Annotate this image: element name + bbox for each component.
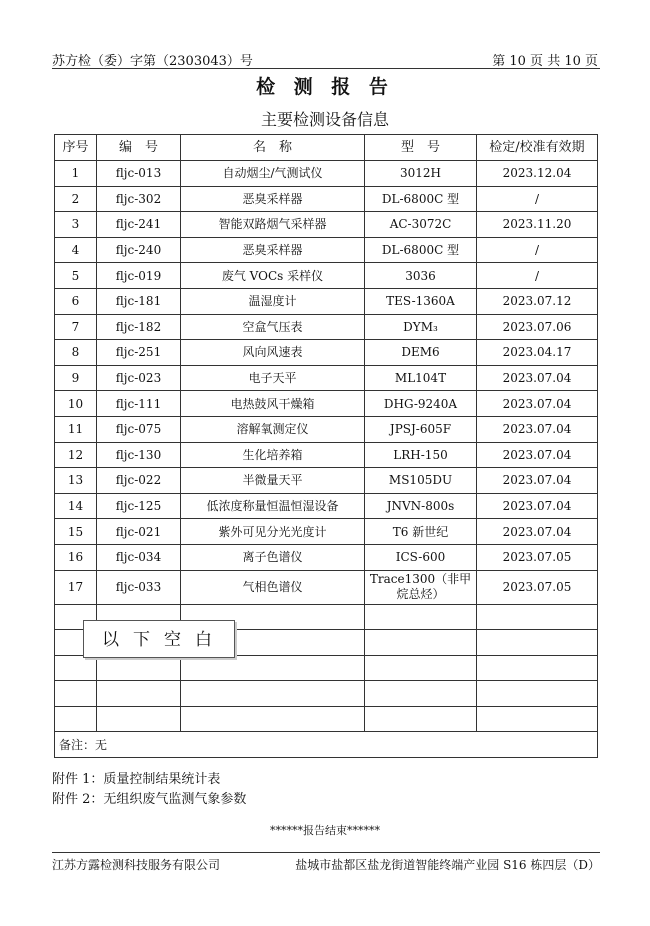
page-indicator: 第 10 页 共 10 页 [492, 54, 598, 69]
cell-validity: 2023.07.04 [477, 519, 598, 545]
cell-index: 2 [55, 186, 97, 212]
cell-name: 生化培养箱 [181, 442, 365, 468]
empty-cell [477, 681, 598, 707]
company-name: 江苏方露检测科技服务有限公司 [52, 858, 221, 872]
cell-name: 自动烟尘/气测试仪 [181, 161, 365, 187]
empty-cell [97, 681, 181, 707]
cell-name: 溶解氧测定仪 [181, 416, 365, 442]
table-row [55, 161, 598, 187]
document-title: 检 测 报 告 [256, 76, 394, 98]
cell-name: 离子色谱仪 [181, 544, 365, 570]
cell-index: 1 [55, 161, 97, 187]
cell-validity: 2023.07.05 [477, 544, 598, 570]
attachment-1: 附件 1：质量控制结果统计表 [52, 772, 221, 787]
cell-validity: 2023.11.20 [477, 212, 598, 238]
cell-model: DL-6800C 型 [365, 186, 477, 212]
empty-row [55, 706, 598, 732]
empty-cell [477, 630, 598, 656]
cell-index: 6 [55, 288, 97, 314]
cell-code: fljc-075 [97, 416, 181, 442]
cell-validity: 2023.07.04 [477, 365, 598, 391]
cell-model: DYM₃ [365, 314, 477, 340]
cell-name: 空盒气压表 [181, 314, 365, 340]
empty-cell [365, 604, 477, 630]
report-end-mark: ******报告结束****** [270, 824, 380, 837]
cell-validity: 2023.12.04 [477, 161, 598, 187]
table-row [55, 544, 598, 570]
cell-validity: 2023.04.17 [477, 340, 598, 366]
table-row [55, 212, 598, 238]
table-row [55, 340, 598, 366]
equipment-table [54, 134, 598, 758]
column-header-model: 型 号 [365, 135, 477, 161]
cell-code: fljc-034 [97, 544, 181, 570]
cell-code: fljc-182 [97, 314, 181, 340]
cell-model: JNVN-800s [365, 493, 477, 519]
cell-model: DHG-9240A [365, 391, 477, 417]
cell-model: MS105DU [365, 468, 477, 494]
report-number: 苏方检（委）字第（2303043）号 [52, 54, 253, 69]
cell-model: DEM6 [365, 340, 477, 366]
cell-code: fljc-181 [97, 288, 181, 314]
cell-validity: / [477, 237, 598, 263]
company-address: 盐城市盐都区盐龙街道智能终端产业园 S16 栋四层（D） [295, 858, 600, 872]
cell-index: 13 [55, 468, 97, 494]
table-row [55, 442, 598, 468]
cell-validity: 2023.07.05 [477, 570, 598, 604]
cell-model: TES-1360A [365, 288, 477, 314]
cell-name: 风向风速表 [181, 340, 365, 366]
cell-validity: 2023.07.04 [477, 416, 598, 442]
cell-model: 3012H [365, 161, 477, 187]
cell-name: 废气 VOCs 采样仪 [181, 263, 365, 289]
cell-name: 电热鼓风干燥箱 [181, 391, 365, 417]
empty-cell [181, 655, 365, 681]
cell-model: T6 新世纪 [365, 519, 477, 545]
cell-model: AC-3072C [365, 212, 477, 238]
cell-code: fljc-302 [97, 186, 181, 212]
empty-cell [55, 706, 97, 732]
cell-validity: 2023.07.04 [477, 468, 598, 494]
cell-validity: / [477, 186, 598, 212]
cell-name: 紫外可见分光光度计 [181, 519, 365, 545]
cell-code: fljc-241 [97, 212, 181, 238]
table-row [55, 391, 598, 417]
cell-index: 12 [55, 442, 97, 468]
table-header-row [55, 135, 598, 161]
cell-code: fljc-019 [97, 263, 181, 289]
empty-cell [477, 655, 598, 681]
empty-cell [477, 706, 598, 732]
empty-cell [365, 681, 477, 707]
cell-model: JPSJ-605F [365, 416, 477, 442]
cell-validity: / [477, 263, 598, 289]
cell-name: 智能双路烟气采样器 [181, 212, 365, 238]
empty-cell [181, 681, 365, 707]
cell-index: 5 [55, 263, 97, 289]
cell-validity: 2023.07.04 [477, 391, 598, 417]
column-header-name: 名 称 [181, 135, 365, 161]
cell-model: 3036 [365, 263, 477, 289]
empty-cell [365, 630, 477, 656]
cell-code: fljc-023 [97, 365, 181, 391]
cell-model: ML104T [365, 365, 477, 391]
cell-name: 半微量天平 [181, 468, 365, 494]
cell-index: 16 [55, 544, 97, 570]
cell-code: fljc-013 [97, 161, 181, 187]
column-header-code: 编 号 [97, 135, 181, 161]
column-header-index: 序号 [55, 135, 97, 161]
cell-validity: 2023.07.06 [477, 314, 598, 340]
empty-cell [181, 706, 365, 732]
cell-name: 恶臭采样器 [181, 186, 365, 212]
table-row [55, 416, 598, 442]
section-title: 主要检测设备信息 [260, 110, 389, 129]
cell-code: fljc-130 [97, 442, 181, 468]
blank-remainder-stamp: 以下空白 [83, 620, 235, 658]
attachment-2: 附件 2：无组织废气监测气象参数 [52, 792, 247, 807]
column-header-validity: 检定/校准有效期 [477, 135, 598, 161]
cell-model: ICS-600 [365, 544, 477, 570]
remarks: 备注：无 [55, 732, 598, 758]
cell-validity: 2023.07.04 [477, 493, 598, 519]
cell-index: 15 [55, 519, 97, 545]
cell-index: 11 [55, 416, 97, 442]
footer-divider [52, 852, 600, 853]
note-row [55, 732, 598, 758]
empty-cell [55, 655, 97, 681]
table-row [55, 314, 598, 340]
cell-index: 3 [55, 212, 97, 238]
empty-cell [97, 655, 181, 681]
cell-index: 9 [55, 365, 97, 391]
cell-code: fljc-125 [97, 493, 181, 519]
cell-name: 气相色谱仪 [181, 570, 365, 604]
cell-name: 温湿度计 [181, 288, 365, 314]
table-row [55, 570, 598, 604]
empty-cell [365, 655, 477, 681]
cell-index: 17 [55, 570, 97, 604]
cell-code: fljc-111 [97, 391, 181, 417]
cell-index: 10 [55, 391, 97, 417]
table-row [55, 263, 598, 289]
cell-code: fljc-240 [97, 237, 181, 263]
cell-index: 8 [55, 340, 97, 366]
table-row [55, 288, 598, 314]
cell-name: 电子天平 [181, 365, 365, 391]
empty-row [55, 655, 598, 681]
cell-model: Trace1300（非甲烷总烃） [365, 570, 477, 604]
empty-cell [55, 681, 97, 707]
table-row [55, 519, 598, 545]
table-row [55, 365, 598, 391]
empty-cell [477, 604, 598, 630]
cell-code: fljc-033 [97, 570, 181, 604]
empty-cell [365, 706, 477, 732]
header-divider [52, 68, 600, 69]
cell-validity: 2023.07.12 [477, 288, 598, 314]
cell-index: 7 [55, 314, 97, 340]
cell-name: 低浓度称量恒温恒湿设备 [181, 493, 365, 519]
cell-model: LRH-150 [365, 442, 477, 468]
table-row [55, 237, 598, 263]
empty-row [55, 681, 598, 707]
cell-validity: 2023.07.04 [477, 442, 598, 468]
cell-code: fljc-251 [97, 340, 181, 366]
table-row [55, 186, 598, 212]
cell-name: 恶臭采样器 [181, 237, 365, 263]
empty-cell [97, 706, 181, 732]
cell-index: 14 [55, 493, 97, 519]
cell-code: fljc-021 [97, 519, 181, 545]
cell-code: fljc-022 [97, 468, 181, 494]
table-row [55, 493, 598, 519]
table-row [55, 468, 598, 494]
cell-index: 4 [55, 237, 97, 263]
cell-model: DL-6800C 型 [365, 237, 477, 263]
